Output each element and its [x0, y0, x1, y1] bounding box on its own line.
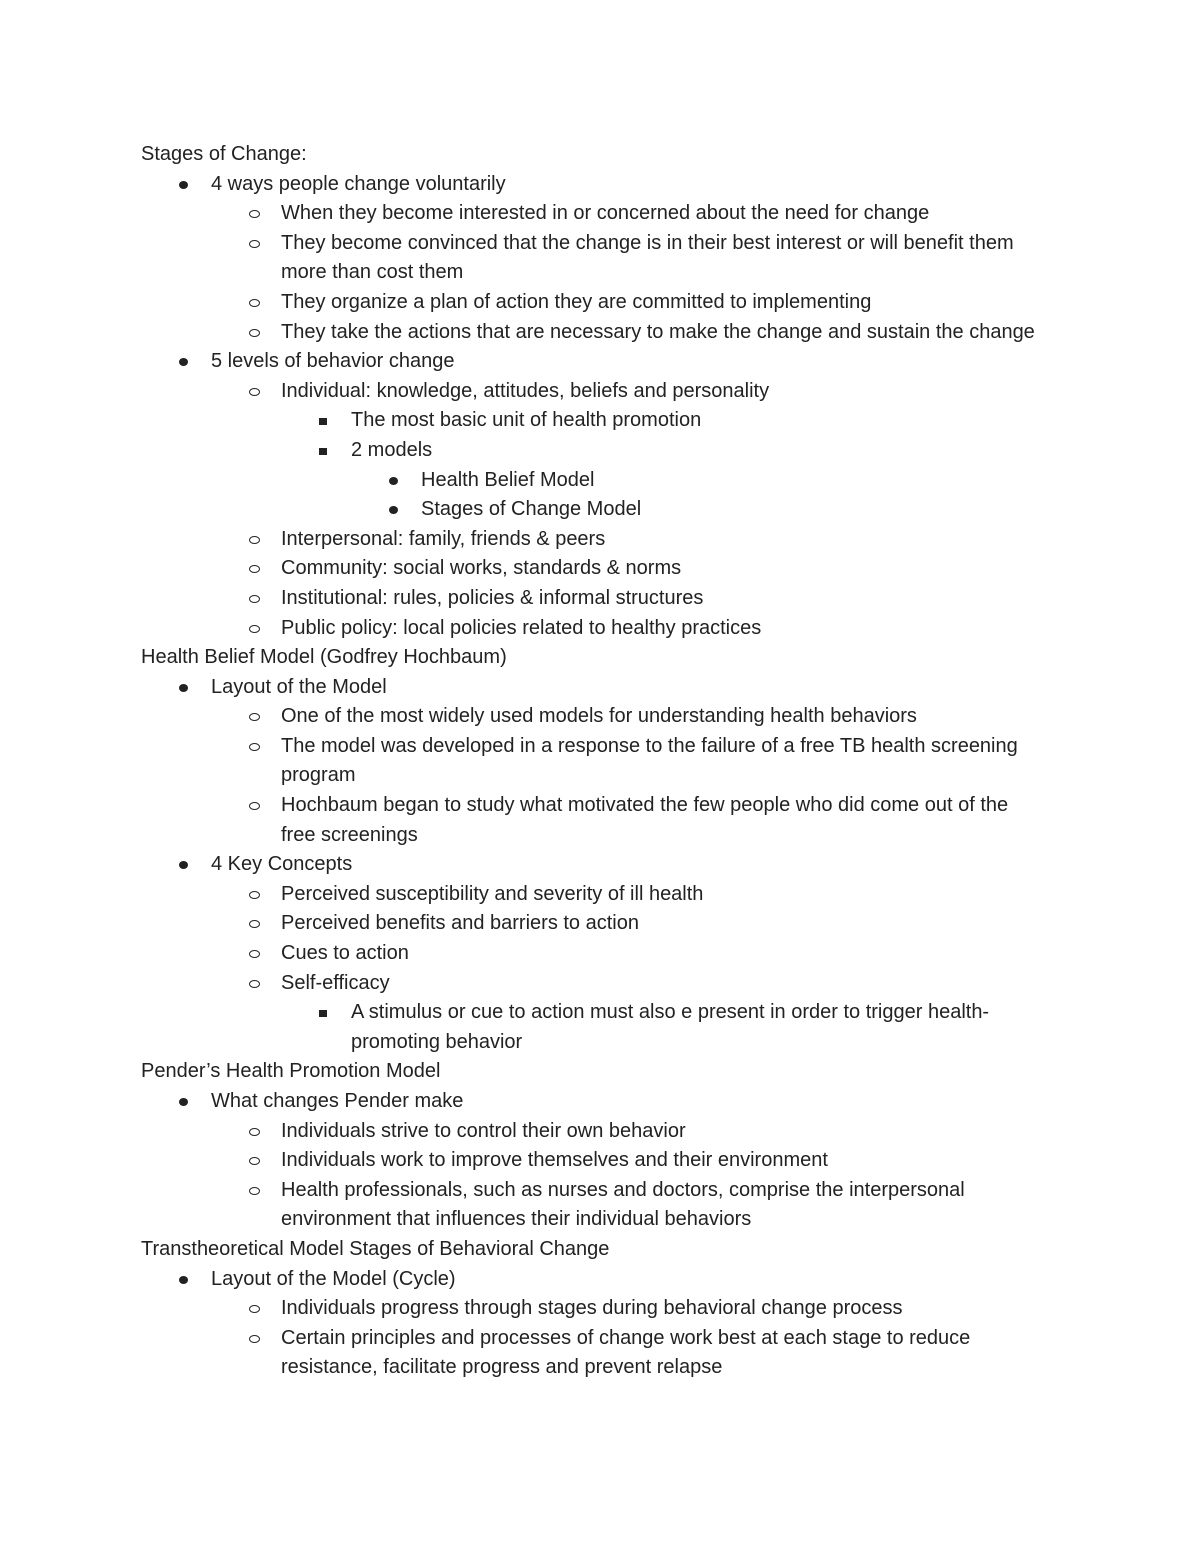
list-item: [281, 554, 1041, 584]
list-item: [281, 614, 1041, 644]
list-item-text: Perceived benefits and barriers to action: [281, 912, 639, 935]
list-item-text: The model was developed in a response to the failure of a free TB health screening program: [281, 734, 1018, 787]
section-heading: Pender’s Health Promotion Model: [141, 1060, 441, 1083]
list-item-text: Individuals work to improve themselves and their environment: [281, 1149, 828, 1172]
list-item-text: What changes Pender make: [211, 1090, 464, 1112]
list-item-text: Individual: knowledge, attitudes, beliefs and personality: [281, 379, 770, 402]
circle-bullet-icon: [249, 536, 260, 544]
list-item-text: They take the actions that are necessary to make the change and sustain the change: [281, 320, 1035, 343]
square-bullet-icon: [319, 418, 327, 425]
list-item-text: 2 models: [351, 438, 433, 461]
square-bullet-icon: [319, 1010, 327, 1017]
disc-bullet-icon: [389, 477, 398, 485]
bullet-list-level-2: [211, 702, 1041, 850]
list-item-text: Self-efficacy: [281, 971, 390, 994]
section-heading: Health Belief Model (Godfrey Hochbaum): [141, 646, 507, 669]
list-item-text: Individuals strive to control their own behavior: [281, 1119, 686, 1142]
list-item-text: Perceived susceptibility and severity of ill health: [281, 882, 704, 905]
list-item: [351, 406, 1041, 436]
section-heading: Stages of Change:: [141, 143, 307, 165]
list-item: [211, 347, 1041, 643]
disc-bullet-icon: [179, 861, 188, 869]
circle-bullet-icon: [249, 1335, 260, 1343]
circle-bullet-icon: [249, 802, 260, 810]
list-item: [281, 1146, 1041, 1176]
list-item-text: When they become interested in or concerned about the need for change: [281, 202, 930, 225]
list-item: [211, 1087, 1041, 1235]
disc-bullet-icon: [179, 1276, 188, 1284]
list-item: [281, 880, 1041, 910]
bullet-list-level-2: [211, 199, 1041, 347]
circle-bullet-icon: [249, 210, 260, 218]
list-item: [421, 466, 1041, 496]
list-item-text: Interpersonal: family, friends & peers: [281, 527, 606, 550]
circle-bullet-icon: [249, 743, 260, 751]
list-item-text: They organize a plan of action they are committed to implementing: [281, 290, 872, 313]
bullet-list-level-2: [211, 377, 1041, 643]
list-item: [281, 791, 1041, 850]
bullet-list-level-3: [281, 998, 1041, 1057]
circle-bullet-icon: [249, 299, 260, 307]
list-item: [211, 673, 1041, 851]
circle-bullet-icon: [249, 891, 260, 899]
list-item-text: Health professionals, such as nurses and doctors, comprise the interpersonal environment that influences their individual behaviors: [281, 1178, 965, 1231]
list-item: [281, 1117, 1041, 1147]
disc-bullet-icon: [179, 1098, 188, 1106]
circle-bullet-icon: [249, 329, 260, 337]
circle-bullet-icon: [249, 980, 260, 988]
circle-bullet-icon: [249, 713, 260, 721]
document-body: [141, 140, 1041, 1383]
list-item-text: 4 ways people change voluntarily: [211, 172, 506, 195]
list-item: [281, 1176, 1041, 1235]
list-item-text: They become convinced that the change is in their best interest or will benefit them more than cost them: [281, 231, 1014, 284]
circle-bullet-icon: [249, 1128, 260, 1136]
list-item-text: Institutional: rules, policies & informal structures: [281, 586, 704, 609]
list-item: [281, 525, 1041, 555]
circle-bullet-icon: [249, 1305, 260, 1313]
disc-bullet-icon: [179, 684, 188, 692]
circle-bullet-icon: [249, 1187, 260, 1195]
list-item: [211, 850, 1041, 1057]
bullet-list-level-2: [211, 880, 1041, 1058]
circle-bullet-icon: [249, 565, 260, 573]
circle-bullet-icon: [249, 240, 260, 248]
list-item-text: Health Belief Model: [421, 468, 595, 491]
list-item: [281, 318, 1041, 348]
circle-bullet-icon: [249, 388, 260, 396]
list-item-text: Cues to action: [281, 942, 409, 965]
bullet-list-level-1: [141, 673, 1041, 1058]
list-item: [281, 199, 1041, 229]
list-item: [281, 229, 1041, 288]
list-item-text: Hochbaum began to study what motivated the few people who did come out of the free screenings: [281, 794, 1009, 846]
list-item: [281, 584, 1041, 614]
list-item: [281, 1324, 1041, 1383]
section-heading: Transtheoretical Model Stages of Behavioral Change: [141, 1237, 610, 1260]
list-item: [211, 170, 1041, 348]
list-item-text: Certain principles and processes of change work best at each stage to reduce resistance, facilitate progress and prevent relapse: [281, 1326, 971, 1379]
bullet-list-level-1: [141, 170, 1041, 644]
circle-bullet-icon: [249, 595, 260, 603]
disc-bullet-icon: [179, 181, 188, 189]
list-item: [281, 732, 1041, 791]
circle-bullet-icon: [249, 950, 260, 958]
bullet-list-level-1: [141, 1087, 1041, 1235]
list-item-text: Individuals progress through stages during behavioral change process: [281, 1297, 903, 1320]
list-item: [351, 998, 1041, 1057]
list-item-text: Layout of the Model (Cycle): [211, 1267, 456, 1290]
list-item-text: Layout of the Model: [211, 675, 387, 698]
list-item: [281, 1294, 1041, 1324]
list-item-text: Public policy: local policies related to healthy practices: [281, 616, 762, 639]
list-item: [281, 939, 1041, 969]
disc-bullet-icon: [179, 358, 188, 366]
square-bullet-icon: [319, 448, 327, 455]
bullet-list-level-1: [141, 1265, 1041, 1383]
list-item-text: 5 levels of behavior change: [211, 350, 455, 373]
bullet-list-level-2: [211, 1117, 1041, 1235]
list-item: [211, 1265, 1041, 1383]
circle-bullet-icon: [249, 625, 260, 633]
list-item: [421, 495, 1041, 525]
list-item: [281, 288, 1041, 318]
circle-bullet-icon: [249, 1157, 260, 1165]
disc-bullet-icon: [389, 506, 398, 514]
circle-bullet-icon: [249, 920, 260, 928]
list-item-text: The most basic unit of health promotion: [351, 409, 702, 432]
bullet-list-level-4: [351, 466, 1041, 525]
list-item: [281, 702, 1041, 732]
list-item: [281, 969, 1041, 1058]
bullet-list-level-2: [211, 1294, 1041, 1383]
list-item-text: A stimulus or cue to action must also e present in order to trigger health-promoting behavior: [351, 1001, 990, 1053]
list-item: [281, 909, 1041, 939]
list-item-text: Stages of Change Model: [421, 498, 642, 521]
list-item-text: 4 Key Concepts: [211, 853, 353, 876]
list-item: [281, 377, 1041, 525]
list-item: [351, 436, 1041, 525]
list-item-text: One of the most widely used models for understanding health behaviors: [281, 705, 917, 728]
list-item-text: Community: social works, standards & norms: [281, 557, 682, 580]
bullet-list-level-3: [281, 406, 1041, 524]
